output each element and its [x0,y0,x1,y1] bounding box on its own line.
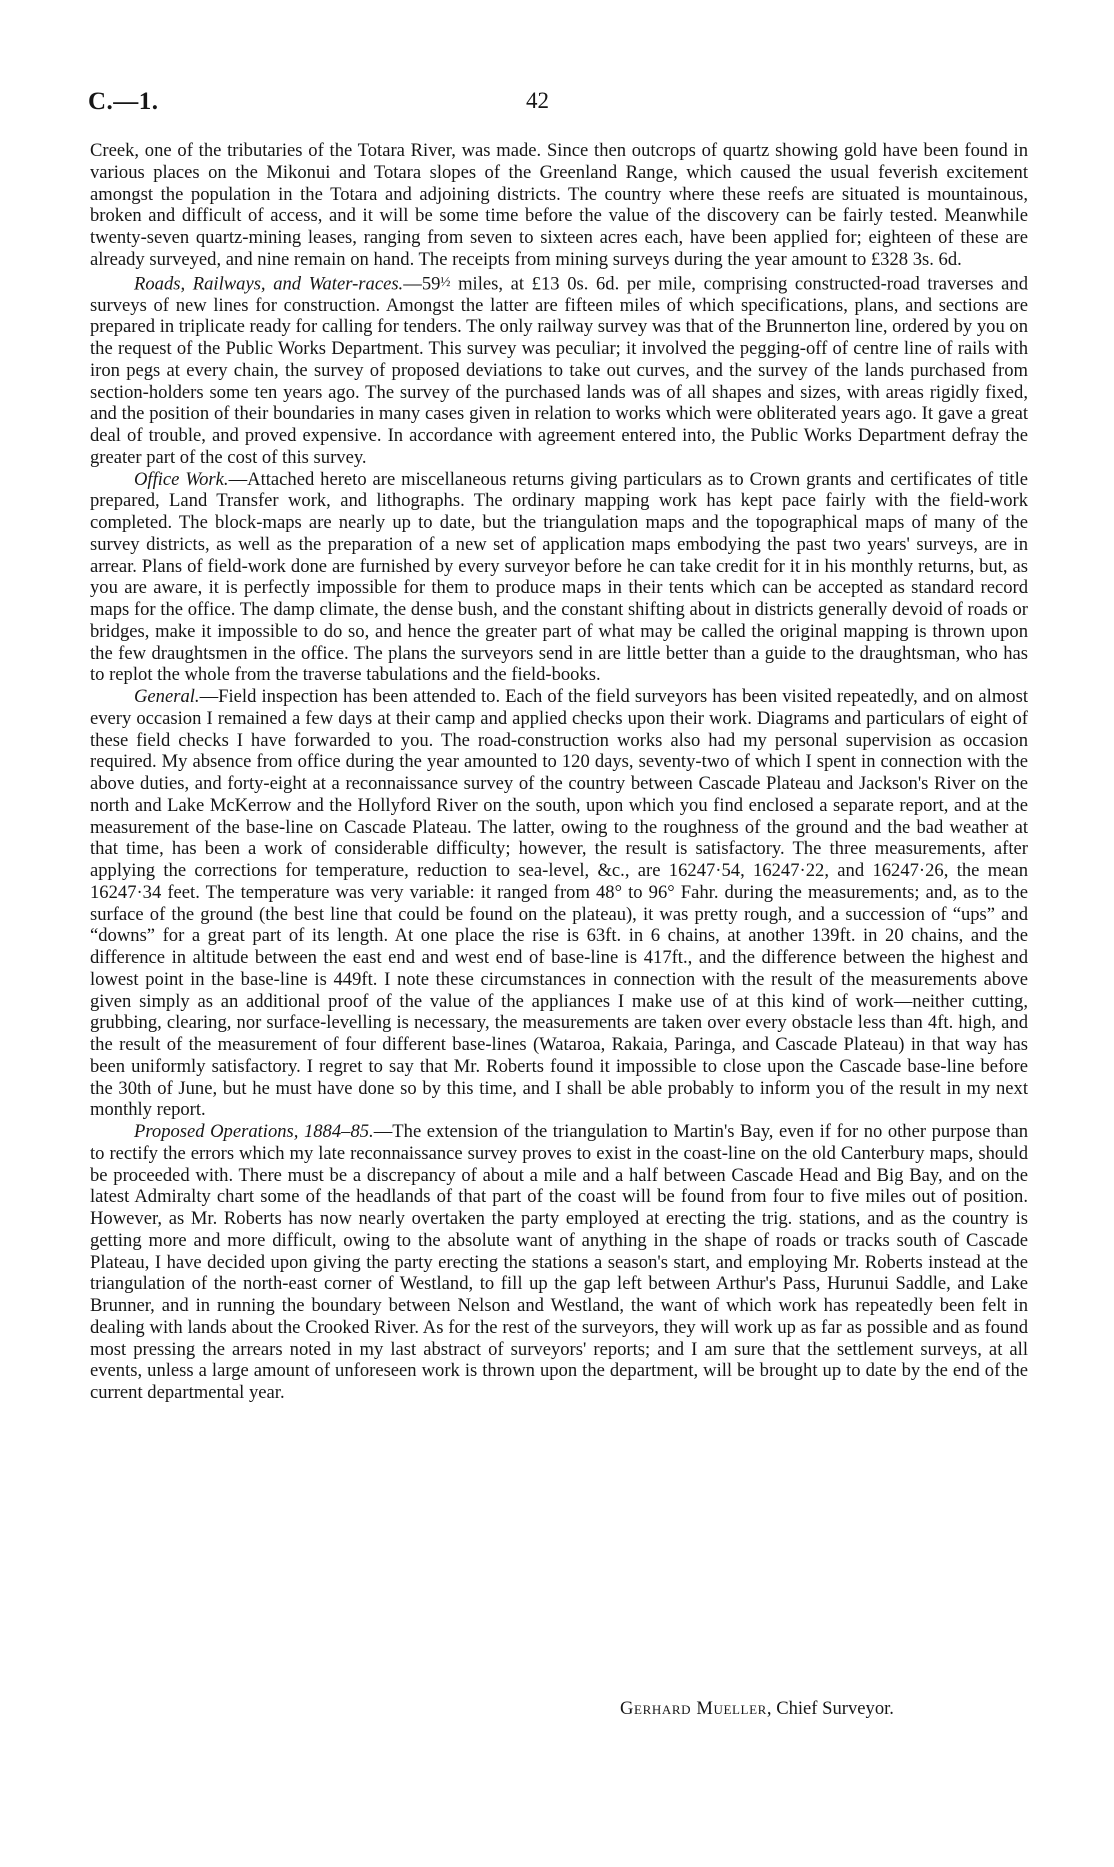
paragraph-text: Creek, one of the tributaries of the Totara River, was made. Since then outcrops of quartz showing gold have been found in various places on the Mikonui and Totara slopes of the Greenland Range, which caused the usual feverish excitement amongst the population in the Totara and adjoining districts. The country where these reefs are situated is mountainous, broken and difficult of access, and it will be some time before the value of the discovery can be fairly tested. Meanwhile twenty-seven quartz-mining leases, ranging from seven to sixteen acres each, have been applied for; eighteen of these are already surveyed, and nine remain on hand. The receipts from mining surveys during the year amount to £328 3s. 6d. [90,140,1028,270]
signature-block [620,1698,894,1720]
page-number: 42 [526,88,549,113]
signatory-title: , Chief Surveyor. [766,1698,894,1719]
paragraph-mining-continuation [90,140,1028,271]
mileage-fraction: ½ [440,273,451,289]
signatory-name: Gerhard Mueller [620,1698,767,1719]
section-heading-general: General. [134,686,200,708]
paragraph-roads-railways [90,271,1028,469]
section-heading-office-work: Office Work. [134,468,229,490]
paragraph-text: —Attached hereto are miscellaneous returns giving particulars as to Crown grants and certificates of title prepared, Land Transfer work, and lithographs. The ordinary mapping work has kept pace fairly with the field-work completed. The block-maps are nearly up to date, but the triangulation maps and the topographical maps of many of the survey districts, as well as the preparation of a new set of application maps embodying the past two years' surveys, are in arrear. Plans of field-work done are furnished by every surveyor before he can take credit for it in his monthly returns, but, as you are aware, it is perfectly impossible for them to produce maps in their tents which can be accepted as standard record maps for the office. The damp climate, the dense bush, and the constant shifting about in districts generally devoid of roads or bridges, make it impossible to do so, and hence the greater part of what may be called the original mapping is thrown upon the few draughtsmen in the office. The plans the surveyors send in are little better than a guide to the draughtsman, who has to replot the whole from the traverse tabulations and the field-books. [90,468,1028,686]
section-heading-proposed-operations: Proposed Operations, 1884–85. [134,1121,374,1143]
report-body [90,140,1028,1404]
paragraph-general [90,686,1028,1121]
paragraph-text-lead: —59 [403,272,441,294]
paragraph-text: —The extension of the triangulation to Martin's Bay, even if for no other purpose than to rectify the errors which my late reconnaissance survey proves to exist in the coast-line on the old Canterbury maps, should be proceeded with. There must be a discrepancy of about a mile and a half between Cascade Head and Big Bay, and on the latest Admiralty chart some of the headlands of that part of the coast will be found from four to five miles out of position. However, as Mr. Roberts has now nearly overtaken the party employed at erecting the trig. stations, and as the country is getting more and more difficult, owing to the absolute want of anything in the shape of roads or tracks south of Cascade Plateau, I have decided upon giving the party erecting the stations a season's start, and employing Mr. Roberts instead at the triangulation of the north-east corner of Westland, to fill up the gap left between Arthur's Pass, Hurunui Saddle, and Lake Brunner, and in running the boundary between Nelson and Westland, the want of which work has repeatedly been felt in dealing with lands about the Crooked River. As for the rest of the surveyors, they will work up as far as possible and as found most pressing the arrears noted in my last abstract of surveyors' reports; and I am sure that the settlement surveys, at all events, unless a large amount of unforeseen work is thrown upon the department, will be brought up to date by the end of the current departmental year. [90,1121,1028,1404]
paragraph-proposed-operations [90,1121,1028,1404]
paragraph-text: —Field inspection has been attended to. Each of the field surveyors has been visited repeatedly, and on almost every occasion I remained a few days at their camp and applied checks upon their work. Diagrams and particulars of eight of these field checks I have forwarded to you. The road-construction works also had my personal supervision as occasion required. My absence from office during the year amounted to 120 days, seventy-two of which I spent in connection with the above duties, and forty-eight at a reconnaissance survey of the country between Cascade Plateau and Jackson's River on the north and Lake McKerrow and the Hollyford River on the south, upon which you find enclosed a separate report, and at the measurement of the base-line on Cascade Plateau. The latter, owing to the roughness of the ground and the bad weather at that time, has been a work of considerable difficulty; however, the result is satisfactory. The three measurements, after applying the corrections for temperature, reduction to sea-level, &c., are 16247·54, 16247·22, and 16247·26, the mean 16247·34 feet. The temperature was very variable: it ranged from 48° to 96° Fahr. during the measurements; and, as to the surface of the ground (the best line that could be found on the plateau), it was pretty rough, and a succession of “ups” and “downs” for a great part of its length. At one place the rise is 63ft. in 6 chains, at another 139ft. in 20 chains, and the difference in altitude between the east end and west end of base-line is 417ft., and the difference between the highest and lowest point in the base-line is 449ft. I note these circumstances in connection with the result of the measurements above given simply as an additional proof of the value of the appliances I make use of at this kind of work—neither cutting, grubbing, clearing, nor surface-levelling is necessary, the measurements are taken over every obstacle less than 4ft. high, and the result of the measurement of four different base-lines (Wataroa, Rakaia, Paringa, and Cascade Plateau) in that way has been uniformly satisfactory. I regret to say that Mr. Roberts found it impossible to close upon the Cascade base-line before the 30th of June, but he must have done so by this time, and I shall be able probably to inform you of the result in my next monthly report. [90,686,1028,1121]
paragraph-text: miles, at £13 0s. 6d. per mile, comprising constructed-road traverses and surveys of new lines for construction. Amongst the latter are fifteen miles of which specifications, plans, and sections are prepared in triplicate ready for calling for tenders. The only railway survey was that of the Brunnerton line, ordered by you on the request of the Public Works Department. This survey was peculiar; it involved the pegging-off of centre line of rails with iron pegs at every chain, the survey of proposed deviations to take out curves, and the survey of the lands purchased from section-holders some ten years ago. The survey of the purchased lands was of all shapes and sizes, with areas rigidly fixed, and the position of their boundaries in many cases given in relation to works which were obliterated years ago. It gave a great deal of trouble, and proved expensive. In accordance with agreement entered into, the Public Works Department defray the greater part of the cost of this survey. [90,272,1028,468]
paragraph-office-work [90,469,1028,687]
document-reference: C.—1. [88,88,159,115]
section-heading-roads: Roads, Railways, and Water-races. [134,272,404,294]
page-header [88,88,1028,122]
